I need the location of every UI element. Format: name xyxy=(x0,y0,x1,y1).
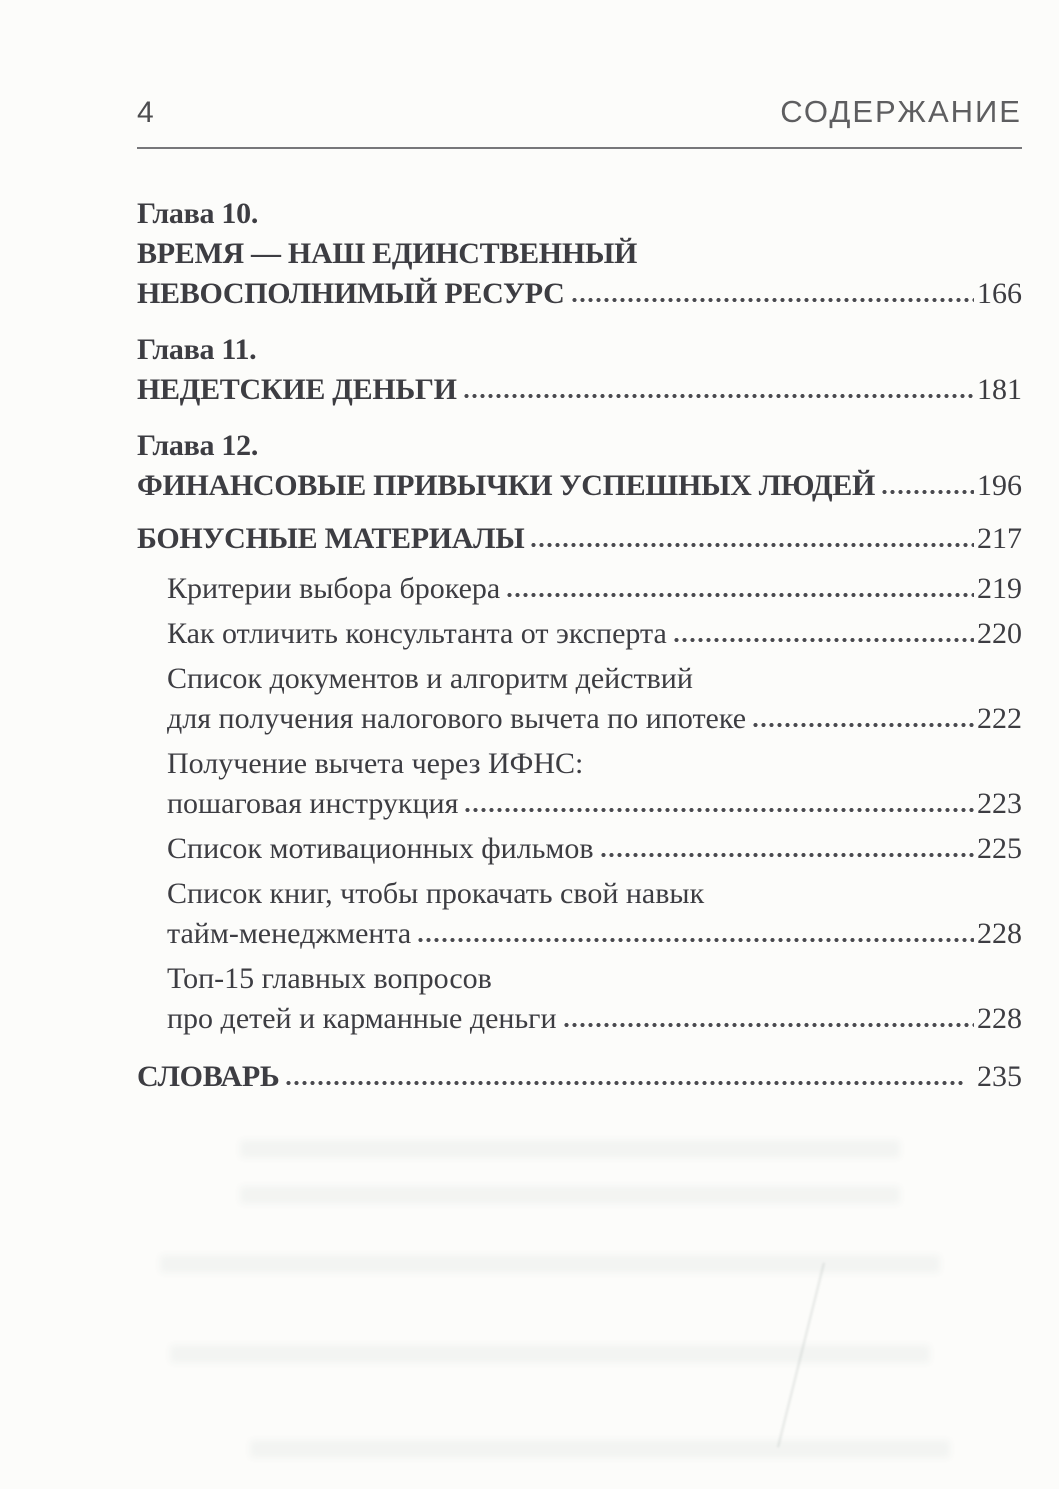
page-title: СОДЕРЖАНИЕ xyxy=(780,94,1022,129)
toc-text: Топ-15 главных вопросов xyxy=(167,962,492,995)
toc-text: тайм-менеджмента xyxy=(167,917,412,950)
toc-row-bonus-materials xyxy=(137,519,1022,559)
toc-text: Список книг, чтобы прокачать свой навык xyxy=(167,877,705,910)
toc-row-ifns-deduction-line2 xyxy=(137,784,1022,824)
toc-page-number: 222 xyxy=(977,702,1022,735)
toc-row-documents-list-line1 xyxy=(137,659,1022,699)
toc-text: Как отличить консультанта от эксперта xyxy=(167,617,667,650)
toc-text: Получение вычета через ИФНС: xyxy=(167,747,584,780)
toc-row-chapter-12-title xyxy=(137,466,1022,506)
toc-page-number: 228 xyxy=(977,917,1022,950)
page-header xyxy=(137,94,1022,130)
toc-row-broker-criteria xyxy=(137,569,1022,609)
toc-text: пошаговая инструкция xyxy=(167,787,459,820)
header-rule xyxy=(137,147,1022,149)
toc-row-chapter-10-title-line1 xyxy=(137,234,1022,274)
dot-leader xyxy=(464,393,974,399)
bleed-through-artifact xyxy=(170,1345,930,1391)
dot-leader xyxy=(507,592,974,598)
toc-text: СЛОВАРЬ xyxy=(137,1060,280,1093)
toc-text: Список мотивационных фильмов xyxy=(167,832,594,865)
toc-row-chapter-10-title-line2 xyxy=(137,274,1022,314)
toc-row-books-list-line2 xyxy=(137,914,1022,954)
dot-leader xyxy=(531,542,974,548)
dot-leader xyxy=(572,297,974,303)
toc-page-number: 219 xyxy=(977,572,1022,605)
toc-row-glossary xyxy=(137,1057,1022,1097)
toc-text: ВРЕМЯ — НАШ ЕДИНСТВЕННЫЙ xyxy=(137,237,638,270)
table-of-contents xyxy=(137,194,1022,1097)
toc-row-chapter-10-heading xyxy=(137,194,1022,234)
scan-crease-artifact xyxy=(777,1263,825,1448)
toc-row-chapter-11-heading xyxy=(137,330,1022,370)
toc-text: Список документов и алгоритм действий xyxy=(167,662,693,695)
toc-row-consultant-vs-expert xyxy=(137,614,1022,654)
toc-row-ifns-deduction-line1 xyxy=(137,744,1022,784)
folio-page-number: 4 xyxy=(137,96,154,129)
toc-page-number: 228 xyxy=(977,1002,1022,1035)
toc-text: Глава 12. xyxy=(137,429,259,462)
toc-page-number: 196 xyxy=(977,469,1022,502)
toc-text: для получения налогового вычета по ипотеке xyxy=(167,702,747,735)
toc-row-chapter-11-title xyxy=(137,370,1022,410)
toc-page-number: 166 xyxy=(977,277,1022,310)
toc-text: НЕВОСПОЛНИМЫЙ РЕСУРС xyxy=(137,277,565,310)
toc-row-books-list-line1 xyxy=(137,874,1022,914)
toc-page-number: 217 xyxy=(977,522,1022,555)
dot-leader xyxy=(418,937,974,943)
toc-row-motivational-films xyxy=(137,829,1022,869)
dot-leader xyxy=(674,637,974,643)
toc-page-number: 181 xyxy=(977,373,1022,406)
toc-text: НЕДЕТСКИЕ ДЕНЬГИ xyxy=(137,373,457,406)
toc-text: Глава 11. xyxy=(137,333,257,366)
toc-text: Глава 10. xyxy=(137,197,259,230)
toc-row-chapter-12-heading xyxy=(137,426,1022,466)
toc-page-number: 235 xyxy=(977,1060,1022,1093)
dot-leader xyxy=(465,807,974,813)
dot-leader xyxy=(882,489,974,495)
toc-page-number: 220 xyxy=(977,617,1022,650)
bleed-through-artifact xyxy=(160,1255,940,1301)
toc-row-documents-list-line2 xyxy=(137,699,1022,739)
toc-row-top15-questions-line1 xyxy=(137,959,1022,999)
toc-text: ФИНАНСОВЫЕ ПРИВЫЧКИ УСПЕШНЫХ ЛЮДЕЙ xyxy=(137,469,876,502)
bleed-through-artifact xyxy=(250,1440,950,1480)
dot-leader xyxy=(564,1022,974,1028)
toc-page-number: 223 xyxy=(977,787,1022,820)
toc-text: Критерии выбора брокера xyxy=(167,572,501,605)
toc-page-number: 225 xyxy=(977,832,1022,865)
bleed-through-artifact xyxy=(240,1140,900,1210)
toc-text: БОНУСНЫЕ МАТЕРИАЛЫ xyxy=(137,522,525,555)
dot-leader xyxy=(753,722,974,728)
toc-row-top15-questions-line2 xyxy=(137,999,1022,1039)
dot-leader xyxy=(601,852,974,858)
toc-text: про детей и карманные деньги xyxy=(167,1002,557,1035)
dot-leader xyxy=(286,1080,965,1086)
